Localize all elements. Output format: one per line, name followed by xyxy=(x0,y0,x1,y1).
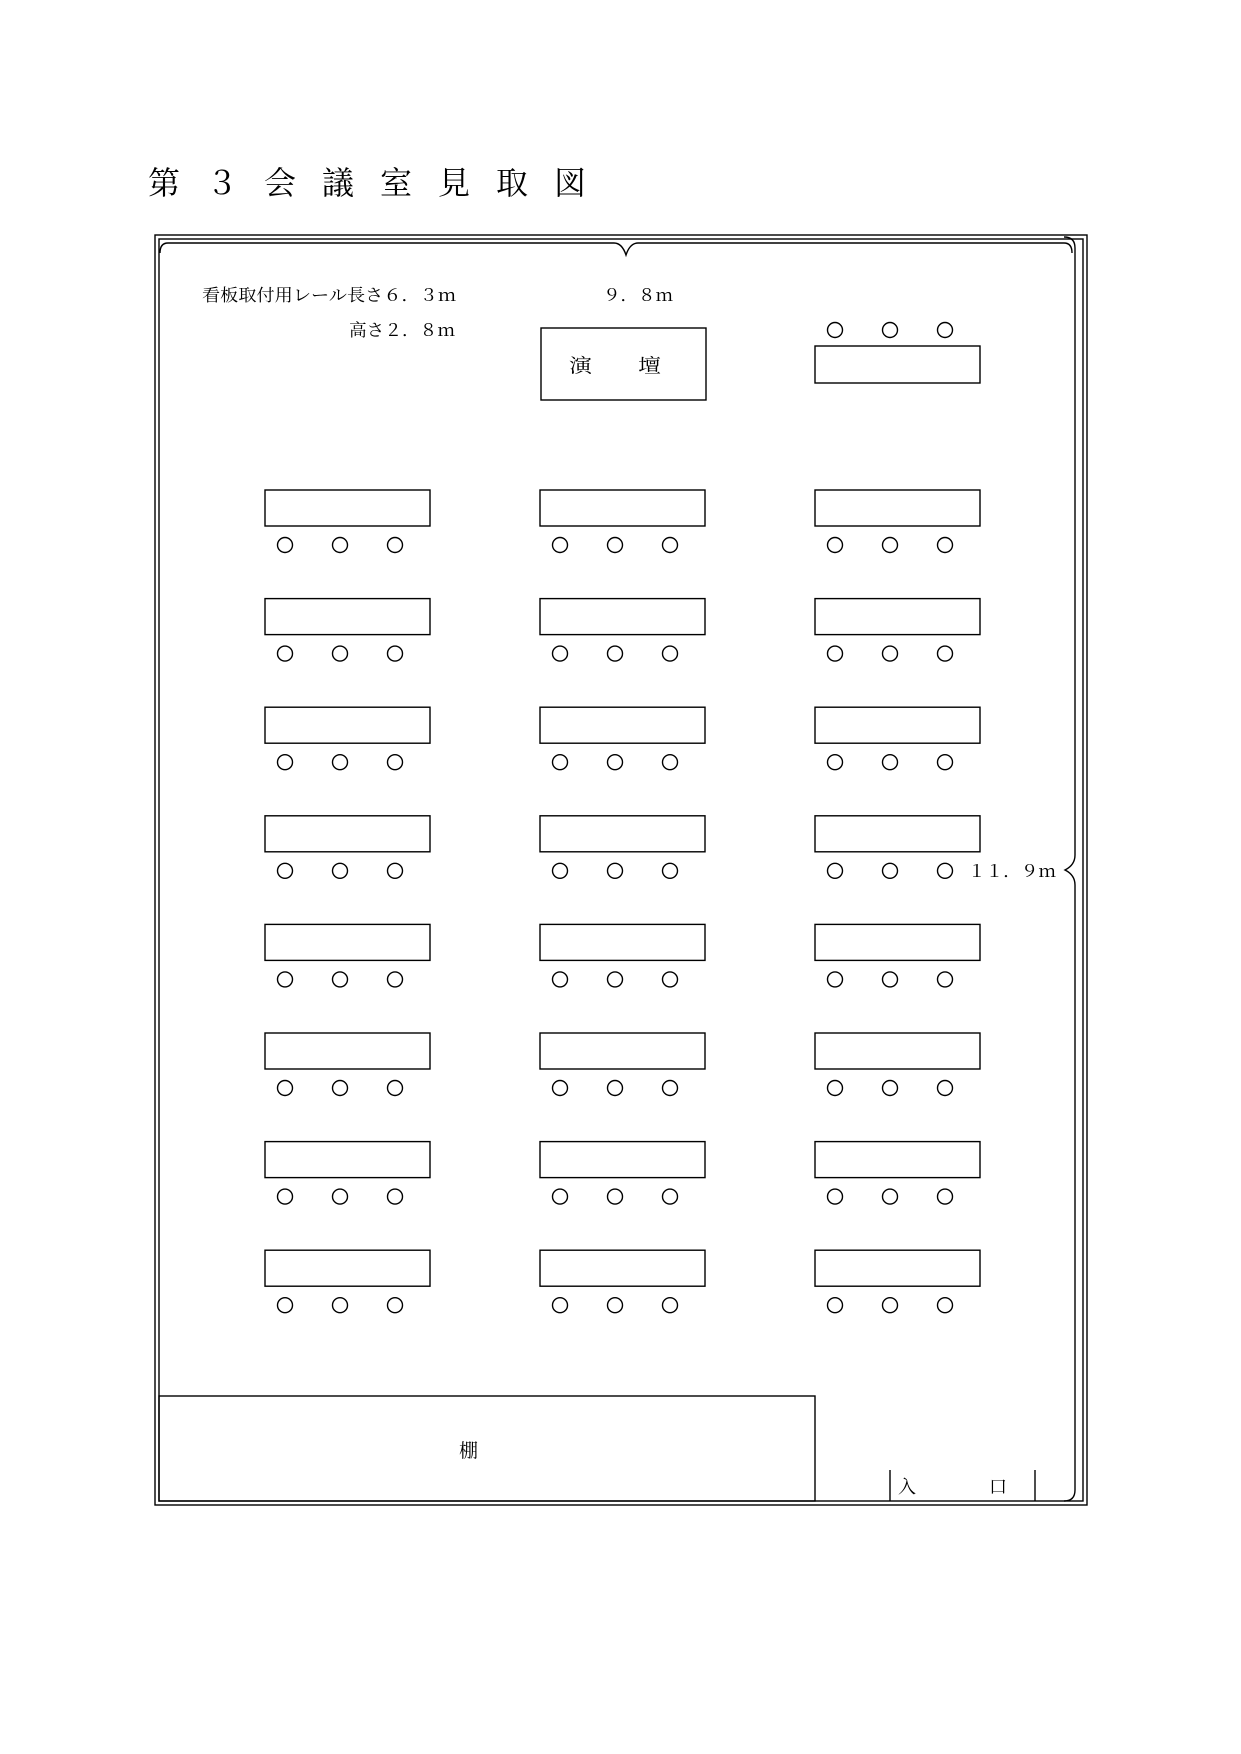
chair xyxy=(388,1189,403,1204)
chair xyxy=(828,538,843,553)
desk xyxy=(815,599,980,635)
podium-label: 演 壇 xyxy=(569,355,661,377)
chair xyxy=(278,755,293,770)
desk xyxy=(540,816,705,852)
chair xyxy=(278,1081,293,1096)
chair xyxy=(663,1189,678,1204)
chair xyxy=(608,1298,623,1313)
chair xyxy=(333,1081,348,1096)
head-table-chair xyxy=(883,323,898,338)
chair xyxy=(828,972,843,987)
chair xyxy=(938,863,953,878)
chair xyxy=(388,1298,403,1313)
chair xyxy=(333,646,348,661)
desk xyxy=(815,490,980,526)
chair xyxy=(388,972,403,987)
chair xyxy=(553,1298,568,1313)
chair xyxy=(938,972,953,987)
desk xyxy=(265,599,430,635)
chair xyxy=(608,1081,623,1096)
desk xyxy=(540,490,705,526)
chair xyxy=(333,863,348,878)
chair xyxy=(278,863,293,878)
chair xyxy=(333,1189,348,1204)
desk xyxy=(815,1142,980,1178)
chair xyxy=(883,863,898,878)
chair xyxy=(828,1081,843,1096)
chair xyxy=(883,1298,898,1313)
chair xyxy=(608,755,623,770)
chair xyxy=(553,755,568,770)
chair xyxy=(553,972,568,987)
chair xyxy=(883,538,898,553)
chair xyxy=(828,1189,843,1204)
chair xyxy=(663,1081,678,1096)
chair xyxy=(938,755,953,770)
desk xyxy=(815,707,980,743)
chair xyxy=(663,863,678,878)
desk xyxy=(540,1142,705,1178)
chair xyxy=(883,1189,898,1204)
desk xyxy=(540,707,705,743)
chair xyxy=(883,1081,898,1096)
chair xyxy=(333,538,348,553)
height-dimension-label: １１．９ｍ xyxy=(968,862,1056,882)
chair xyxy=(608,863,623,878)
chair xyxy=(278,972,293,987)
entrance-label-right: 口 xyxy=(989,1477,1007,1498)
desk xyxy=(265,816,430,852)
room-inner-wall xyxy=(159,239,1083,1501)
desk xyxy=(265,707,430,743)
chair xyxy=(938,1081,953,1096)
chair xyxy=(388,646,403,661)
chair xyxy=(553,863,568,878)
chair xyxy=(278,646,293,661)
desk xyxy=(265,1033,430,1069)
chair xyxy=(828,755,843,770)
chair xyxy=(883,755,898,770)
chair xyxy=(553,1189,568,1204)
head-table-chair xyxy=(828,323,843,338)
head-table-chair xyxy=(938,323,953,338)
chair xyxy=(663,972,678,987)
desk xyxy=(265,1250,430,1286)
chair xyxy=(828,1298,843,1313)
desk xyxy=(265,1142,430,1178)
chair xyxy=(663,1298,678,1313)
chair xyxy=(388,863,403,878)
chair xyxy=(278,538,293,553)
desk xyxy=(815,1033,980,1069)
chair xyxy=(388,538,403,553)
chair xyxy=(388,1081,403,1096)
chair xyxy=(553,538,568,553)
chair xyxy=(333,755,348,770)
height-brace xyxy=(1064,237,1075,1501)
chair xyxy=(663,646,678,661)
chair xyxy=(828,863,843,878)
width-brace xyxy=(160,243,1072,255)
desk xyxy=(540,599,705,635)
chair xyxy=(608,972,623,987)
desk xyxy=(540,924,705,960)
chair xyxy=(608,646,623,661)
chair xyxy=(663,538,678,553)
chair xyxy=(938,538,953,553)
desk xyxy=(540,1250,705,1286)
chair xyxy=(333,1298,348,1313)
chair xyxy=(553,1081,568,1096)
chair xyxy=(608,538,623,553)
chair xyxy=(938,1189,953,1204)
chair xyxy=(663,755,678,770)
rail-height-label: 高さ２．８ｍ xyxy=(349,321,455,341)
chair xyxy=(553,646,568,661)
desk xyxy=(815,924,980,960)
page-title: 第３会議室見取図 xyxy=(148,164,613,202)
chair xyxy=(938,646,953,661)
rail-length-label: 看板取付用レール長さ６．３ｍ xyxy=(202,286,456,306)
width-dimension-label: ９．８ｍ xyxy=(603,286,673,306)
desk xyxy=(815,1250,980,1286)
room-outer-wall xyxy=(155,235,1087,1505)
chair xyxy=(278,1298,293,1313)
chair xyxy=(828,646,843,661)
chair xyxy=(388,755,403,770)
shelf xyxy=(159,1396,815,1501)
desk xyxy=(265,924,430,960)
head-table xyxy=(815,346,980,383)
chair xyxy=(938,1298,953,1313)
chair xyxy=(333,972,348,987)
chair xyxy=(883,646,898,661)
chair xyxy=(883,972,898,987)
shelf-label: 棚 xyxy=(459,1440,479,1462)
chair xyxy=(278,1189,293,1204)
chair xyxy=(608,1189,623,1204)
desk xyxy=(265,490,430,526)
desk xyxy=(815,816,980,852)
desk xyxy=(540,1033,705,1069)
entrance-label-left: 入 xyxy=(898,1477,916,1498)
